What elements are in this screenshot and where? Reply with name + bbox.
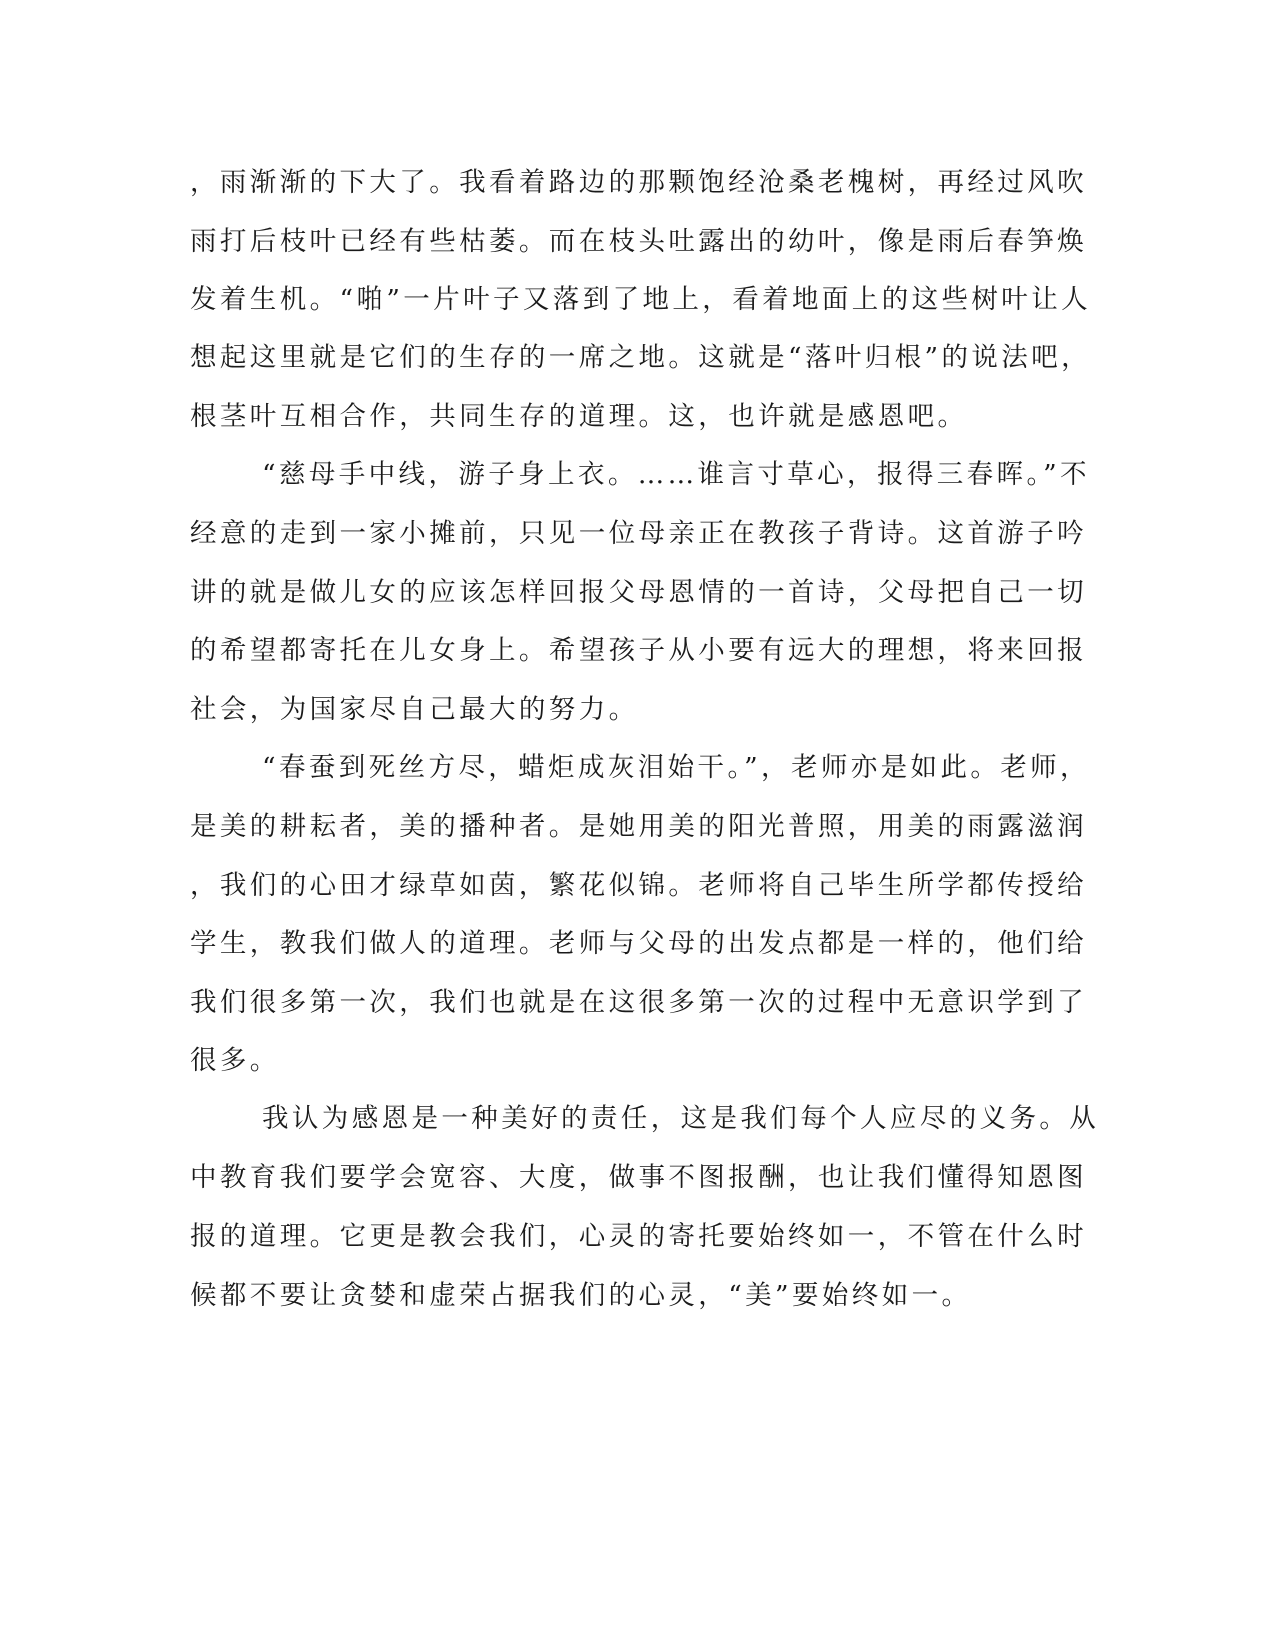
text-line: 的希望都寄托在儿女身上。希望孩子从小要有远大的理想，将来回报: [190, 635, 1087, 666]
text-line: 想起这里就是它们的生存的一席之地。这就是“落叶归根”的说法吧，: [190, 342, 1091, 373]
text-line: ，雨渐渐的下大了。我看着路边的那颗饱经沧桑老槐树，再经过风吹: [190, 167, 1087, 198]
text-line: 讲的就是做儿女的应该怎样回报父母恩情的一首诗，父母把自己一切: [190, 577, 1087, 608]
text-line: 我认为感恩是一种美好的责任，这是我们每个人应尽的义务。从: [262, 1103, 1100, 1134]
text-line: 候都不要让贪婪和虚荣占据我们的心灵，“美”要始终如一。: [190, 1280, 972, 1311]
text-line: 我们很多第一次，我们也就是在这很多第一次的过程中无意识学到了: [190, 987, 1087, 1018]
text-line: 是美的耕耘者，美的播种者。是她用美的阳光普照，用美的雨露滋润: [190, 811, 1087, 842]
text-line: 学生，教我们做人的道理。老师与父母的出发点都是一样的，他们给: [190, 928, 1087, 959]
text-line: “慈母手中线，游子身上衣。……谁言寸草心，报得三春晖。”不: [262, 459, 1090, 490]
text-line: 经意的走到一家小摊前，只见一位母亲正在教孩子背诗。这首游子吟: [190, 518, 1087, 549]
text-line: 雨打后枝叶已经有些枯萎。而在枝头吐露出的幼叶，像是雨后春笋焕: [190, 226, 1087, 257]
text-line: 很多。: [190, 1045, 280, 1076]
text-line: 报的道理。它更是教会我们，心灵的寄托要始终如一，不管在什么时: [190, 1221, 1087, 1252]
text-line: 中教育我们要学会宽容、大度，做事不图报酬，也让我们懂得知恩图: [190, 1162, 1087, 1193]
text-line: 根茎叶互相合作，共同生存的道理。这，也许就是感恩吧。: [190, 401, 968, 432]
text-line: “春蚕到死丝方尽，蜡炬成灰泪始干。”，老师亦是如此。老师，: [262, 752, 1090, 783]
text-line: ，我们的心田才绿草如茵，繁花似锦。老师将自己毕生所学都传授给: [190, 870, 1087, 901]
text-line: 发着生机。“啪”一片叶子又落到了地上，看着地面上的这些树叶让人: [190, 284, 1091, 315]
text-line: 社会，为国家尽自己最大的努力。: [190, 694, 639, 725]
